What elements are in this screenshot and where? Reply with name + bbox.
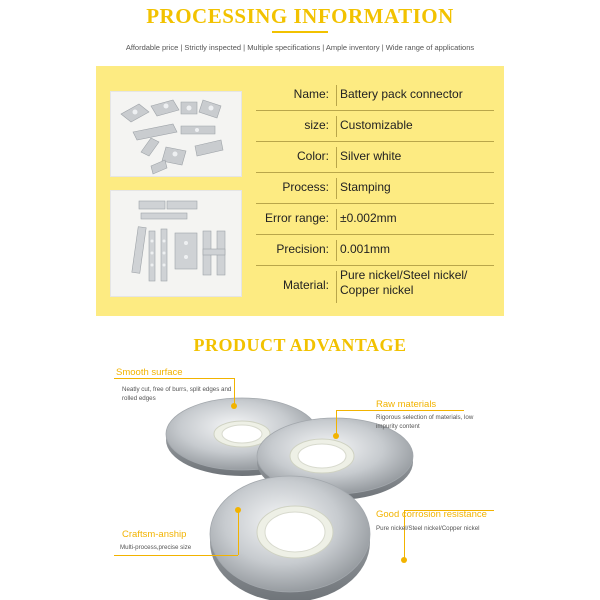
spec-label: Name: [293,87,329,101]
advantage-title: PRODUCT ADVANTAGE [193,335,407,355]
spec-panel [96,66,504,316]
processing-title: PROCESSING INFORMATION [146,4,454,28]
spec-row [256,235,494,266]
advantage-corrosion-desc: Pure nickel/Steel nickel/Copper nickel [376,525,480,532]
spec-row [256,204,494,235]
product-photo-stamped-parts [110,91,242,177]
spec-label: Process: [282,180,329,194]
spec-label: Color: [296,149,329,163]
advantage-smooth-surface-title: Smooth surface [116,367,183,378]
spec-label: Precision: [276,242,329,256]
advantage-corrosion-title: Good corrosion resistance [376,509,487,520]
advantage-raw-materials-desc: Rigorous selection of materials, low impurity content [376,414,474,430]
spec-value: Pure nickel/Steel nickel/ Copper nickel [340,268,468,297]
spec-label: Material: [282,278,329,292]
tagline: Affordable price | Strictly inspected | Multiple specifications | Ample inventory | Wide range of applications [125,43,475,52]
spec-row [256,173,494,204]
spec-row [256,266,494,306]
callout-dot [401,557,407,563]
spec-label: Error range: [264,211,329,225]
spec-value: Stamping [340,180,391,194]
spec-row [256,80,494,111]
callout-dot [231,403,237,409]
spec-value: Customizable [340,118,413,132]
advantage-craftsmanship-title: Craftsm-anship [122,529,187,540]
spec-table [256,80,494,306]
callout-dot [333,433,339,439]
spec-value: Battery pack connector [340,87,463,101]
advantage-raw-materials-title: Raw materials [376,399,437,410]
spec-row [256,142,494,173]
spec-label: size: [304,118,329,132]
spec-value: 0.001mm [340,242,391,256]
title-underline [272,31,328,33]
spec-value: ±0.002mm [340,211,397,225]
advantage-craftsmanship-desc: Multi-process,precise size [120,544,192,551]
advantage-smooth-surface-desc: Neatly cut, free of burrs, split edges and rolled edges [122,386,232,402]
spec-value: Silver white [340,149,402,163]
callout-dot [235,507,241,513]
spec-row [256,111,494,142]
product-photo-nickel-strips [110,190,242,297]
